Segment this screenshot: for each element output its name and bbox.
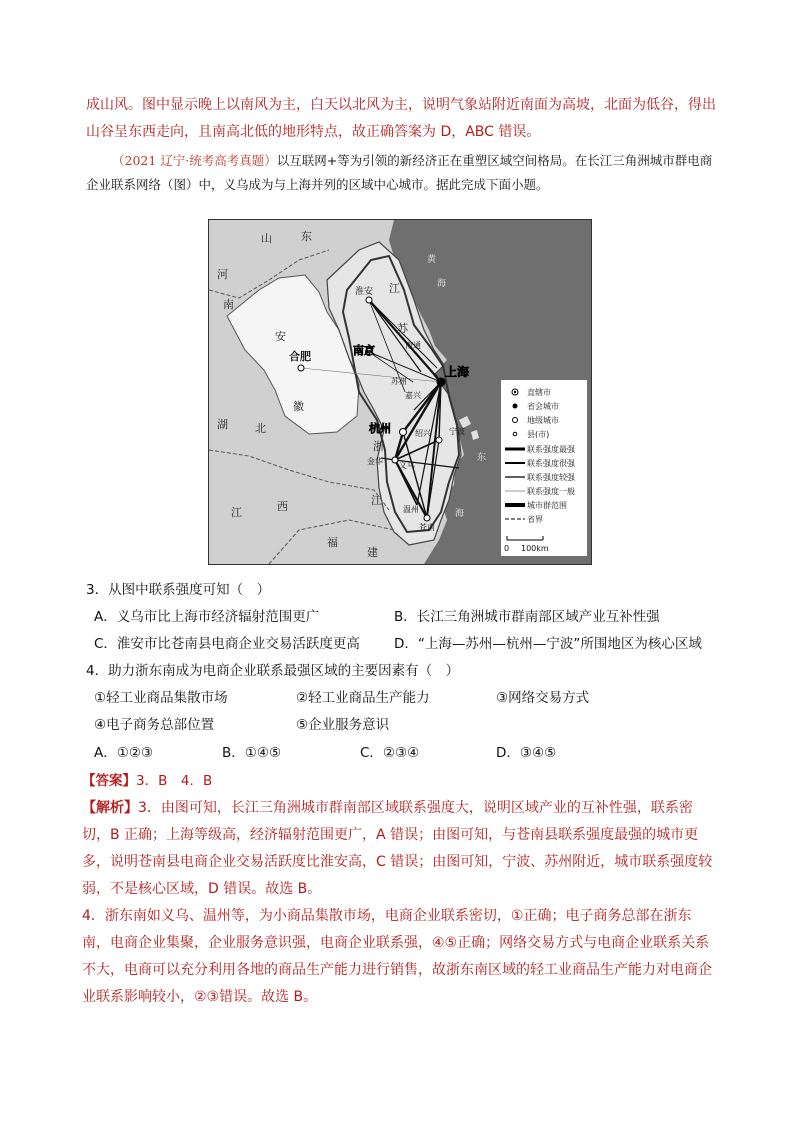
q3-option-b: B．长江三角洲城市群南部区域产业互补性强	[394, 609, 660, 625]
q4-stem: 4．助力浙东南成为电商企业联系最强区域的主要因素有（ ）	[86, 663, 460, 679]
label-fujian-1: 福	[327, 536, 338, 549]
city-label-huaian: 淮安	[355, 287, 374, 297]
city-marker-yiwu	[392, 457, 398, 463]
city-marker-hefei	[298, 365, 304, 371]
city-label-yiwu: 义乌	[399, 461, 415, 470]
label-huanghai-1: 黄	[427, 255, 437, 265]
label-donghai-1: 东	[477, 453, 487, 463]
analysis-paragraph-2: 4．浙东南如义乌、温州等，为小商品集散市场，电商企业联系密切，①正确；电子商务总部在浙东南，电商企业集聚，企业服务意识强，电商企业联系强，④⑤正确；网络交易方式与电商企业联系关系不大，电商可以充分利用各地的商品生产能力进行销售，故浙东南区域的轻工业商品生产能力对电商企业联系影响较小，②③错误。故选 B。	[82, 908, 712, 1005]
q3-option-a: A．义乌市比上海市经济辐射范围更广	[94, 609, 320, 625]
label-henan-1: 河	[217, 268, 228, 281]
label-hubei-1: 湖	[217, 418, 228, 431]
map-legend	[501, 380, 587, 556]
city-label-nantong: 南通	[405, 341, 421, 350]
label-jiangxi-1: 江	[231, 506, 242, 519]
city-label-wenzhou: 温州	[403, 505, 419, 514]
answer-line	[82, 769, 212, 793]
map-svg	[209, 220, 591, 564]
answer-label: 【答案】	[82, 773, 136, 789]
label-zhejiang-2: 江	[371, 494, 382, 507]
legend-symbol-county	[513, 432, 517, 436]
city-label-suzhou: 苏州	[391, 377, 407, 386]
legend-item-10: 省界	[527, 515, 543, 524]
analysis-paragraph-1	[82, 795, 716, 903]
source-tag: （2021 辽宁·统考高考真题）	[112, 153, 277, 168]
label-hubei-2: 北	[255, 422, 266, 435]
q4-option-d: D．③④⑤	[496, 745, 557, 761]
legend-item-7: 联系强度较强	[527, 473, 575, 482]
q3-option-d: D．“上海—苏州—杭州—宁波”所围地区为核心区域	[394, 636, 702, 652]
legend-symbol-prefecture	[513, 418, 518, 423]
city-label-nanjing: 南京	[353, 344, 375, 357]
city-label-hangzhou: 杭州	[369, 422, 391, 435]
legend-item-8: 联系强度一般	[527, 487, 575, 496]
legend-item-9: 城市群范围	[527, 501, 567, 510]
label-zhejiang-1: 浙	[373, 440, 384, 453]
legend-item-1: 直辖市	[527, 388, 551, 397]
city-marker-huaian	[366, 297, 372, 303]
label-jiangxi-2: 西	[277, 500, 288, 513]
city-label-hefei: 合肥	[289, 350, 311, 363]
city-marker-cangnan	[424, 515, 430, 521]
q4-option-b: B．①④⑤	[222, 745, 282, 761]
label-anhui-1: 安	[275, 330, 286, 343]
legend-item-2: 省会城市	[527, 402, 559, 411]
label-shandong-2: 东	[301, 230, 312, 243]
q3-option-c: C．淮安市比苍南县电商企业交易活跃度更高	[94, 636, 360, 652]
q4-item-3: ③网络交易方式	[496, 690, 590, 706]
legend-symbol-capital	[513, 404, 518, 409]
city-label-jiaxing: 嘉兴	[405, 391, 421, 400]
label-huanghai-2: 海	[437, 279, 447, 289]
q4-item-5: ⑤企业服务意识	[296, 717, 390, 733]
legend-item-3: 地级城市	[527, 416, 559, 425]
label-henan-2: 南	[223, 298, 234, 311]
label-anhui-2: 徽	[293, 400, 304, 413]
label-jiangsu-1: 江	[389, 282, 400, 295]
city-marker-hangzhou	[400, 429, 407, 436]
q4-item-2: ②轻工业商品生产能力	[296, 690, 430, 706]
question-intro	[86, 149, 716, 197]
q3-stem: 3．从图中联系强度可知（ ）	[86, 582, 271, 598]
q4-item-4: ④电子商务总部位置	[94, 717, 215, 733]
yangtze-delta-map	[208, 219, 592, 565]
intro-text: 以互联网+等为引领的新经济正在重塑区域空间格局。在长江三角洲城市群电商企业联系网络（图）中，义乌成为与上海并列的区域中心城市。据此完成下面小题。	[86, 153, 713, 192]
city-label-cangnan: 苍南	[419, 523, 435, 532]
legend-item-5: 联系强度最强	[527, 445, 575, 454]
city-label-shanghai: 上海	[445, 365, 470, 379]
label-fujian-2: 建	[367, 546, 378, 559]
scale-zero: 0	[504, 544, 510, 553]
answer-text: 3．B 4．B	[136, 773, 213, 789]
scale-km: 100km	[521, 544, 549, 553]
city-label-jinhua: 金华	[367, 457, 383, 466]
legend-item-4: 县(市)	[527, 430, 550, 439]
city-marker-ningbo	[436, 437, 442, 443]
q4-option-a: A．①②③	[94, 745, 154, 761]
analysis-text-1: 3．由图可知，长江三角洲城市群南部区域联系强度大，说明区域产业的互补性强，联系密切，B 正确；上海等级高，经济辐射范围更广，A 错误；由图可知，与苍南县联系强度最强的城市更多，说明苍南县电商企业交易活跃度比淮安高，C 错误；由图可知，宁波、苏州附近，城市联系强度较弱，不是核心区域，D 错误。故选 B。	[82, 800, 713, 897]
city-label-shaoxing: 绍兴	[415, 429, 431, 438]
top-paragraph: 成山风。图中显示晚上以南风为主，白天以北风为主，说明气象站附近南面为高坡，北面为低谷，得出山谷呈东西走向，且南高北低的地形特点，故正确答案为 D，ABC 错误。	[86, 97, 716, 140]
q4-item-1: ①轻工业商品集散市场	[94, 690, 228, 706]
label-donghai-2: 海	[455, 509, 465, 519]
label-shandong-1: 山	[261, 232, 272, 245]
city-marker-shanghai	[437, 378, 445, 386]
legend-item-6: 联系强度很强	[527, 459, 575, 468]
city-label-ningbo: 宁波	[449, 427, 465, 436]
label-jiangsu-2: 苏	[397, 322, 408, 335]
q4-option-c: C．②③④	[360, 745, 420, 761]
analysis-label: 【解析】	[82, 800, 138, 816]
